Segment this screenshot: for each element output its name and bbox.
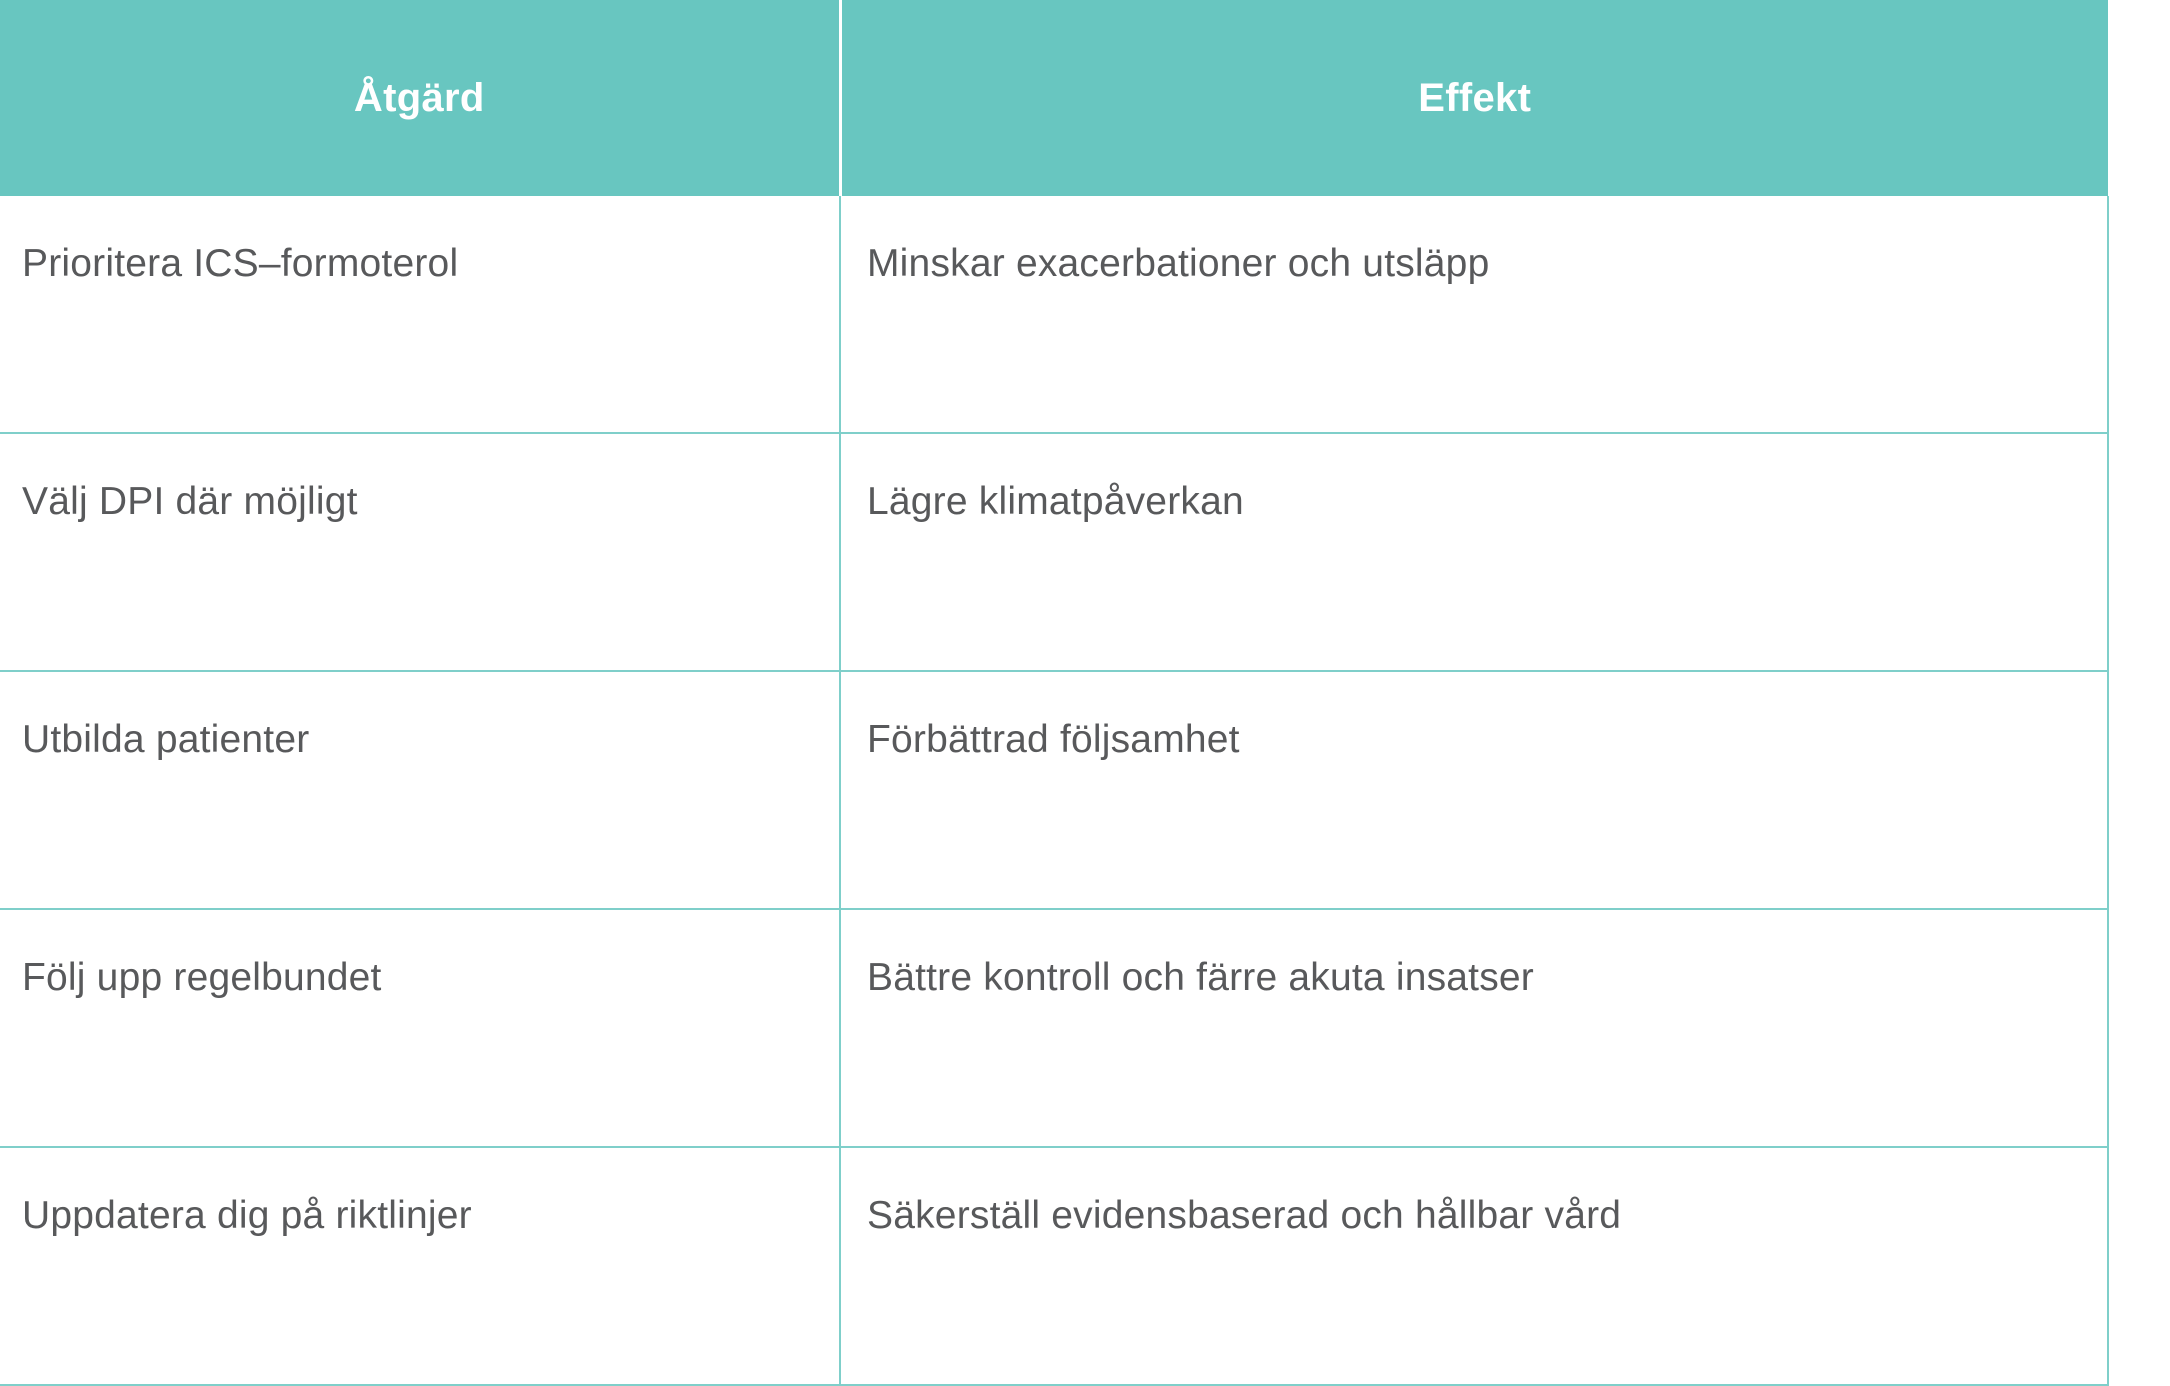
table-body [0,196,2108,1385]
table-header [0,0,2108,196]
cell-effect: Minskar exacerbationer och utsläpp [840,196,2108,433]
cell-action: Uppdatera dig på riktlinjer [0,1147,840,1385]
cell-effect: Säkerställ evidensbaserad och hållbar vård [840,1147,2108,1385]
table-row [0,1147,2108,1385]
table-row [0,196,2108,433]
cell-action: Välj DPI där möjligt [0,433,840,671]
cell-effect: Bättre kontroll och färre akuta insatser [840,909,2108,1147]
table-header-row [0,0,2108,196]
cell-effect: Förbättrad följsamhet [840,671,2108,909]
column-header-effect: Effekt [840,0,2108,196]
column-header-action: Åtgärd [0,0,840,196]
cell-action: Följ upp regelbundet [0,909,840,1147]
table-row [0,909,2108,1147]
table-row [0,671,2108,909]
cell-effect: Lägre klimatpåverkan [840,433,2108,671]
cell-action: Utbilda patienter [0,671,840,909]
table-row [0,433,2108,671]
cell-action: Prioritera ICS–formoterol [0,196,840,433]
